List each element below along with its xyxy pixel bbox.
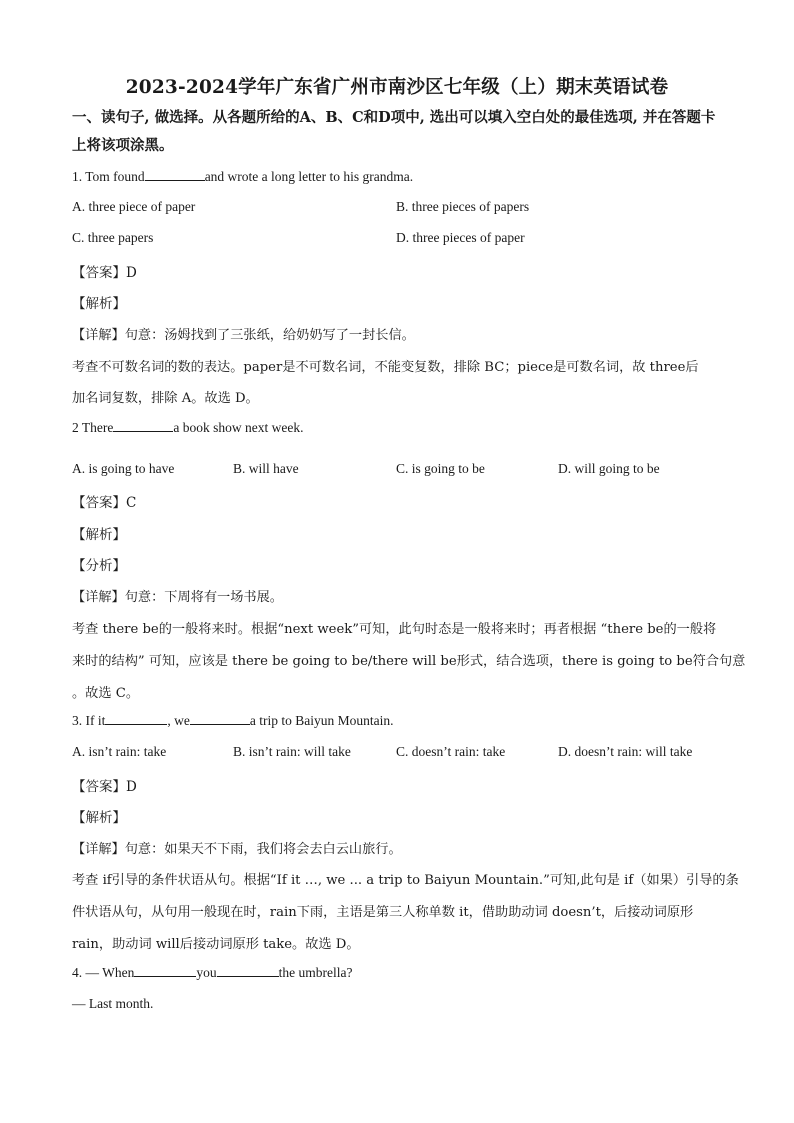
q1-option-a: A. three piece of paper bbox=[72, 199, 196, 214]
q3-detail: 【详解】句意：如果天不下雨，我们将会去白云山旅行。 bbox=[72, 842, 402, 857]
q3-stem-b: , we bbox=[167, 713, 190, 728]
answer-blank bbox=[105, 712, 167, 725]
q3-explain-1: 考查 if引导的条件状语从句。根据“If it …, we ... a trip to Baiyun Mountain.”可知,此句是 if（如果）引导的条 bbox=[72, 873, 739, 888]
q2-option-c: C. is going to be bbox=[396, 461, 485, 476]
question-1-stem bbox=[72, 168, 413, 185]
q1-option-c: C. three papers bbox=[72, 230, 154, 245]
answer-blank bbox=[217, 964, 279, 977]
q3-analysis-label: 【解析】 bbox=[72, 810, 126, 826]
q4-stem-b: you bbox=[196, 965, 217, 980]
q2-explain-1: 考查 there be的一般将来时。根据“next week”可知，此句时态是一般将来时；再者根据 “there be的一般将 bbox=[72, 622, 717, 637]
q4-stem-c: the umbrella? bbox=[278, 965, 353, 980]
answer-blank bbox=[190, 712, 250, 725]
q2-option-b: B. will have bbox=[233, 461, 299, 476]
q1-detail: 【详解】句意：汤姆找到了三张纸，给奶奶写了一封长信。 bbox=[72, 328, 415, 343]
q1-stem-before: 1. Tom found bbox=[72, 169, 145, 184]
q3-stem-a: 3. If it bbox=[72, 713, 106, 728]
q3-answer: 【答案】D bbox=[72, 779, 137, 795]
q1-answer: 【答案】D bbox=[72, 265, 137, 281]
q3-option-a: A. isn’t rain: take bbox=[72, 744, 167, 759]
answer-blank bbox=[134, 964, 196, 977]
q2-explain-3: 。故选 C。 bbox=[72, 686, 140, 701]
q2-option-d: D. will going to be bbox=[558, 461, 660, 476]
question-2-stem bbox=[72, 419, 303, 436]
q2-answer: 【答案】C bbox=[72, 495, 137, 511]
q1-option-b: B. three pieces of papers bbox=[396, 199, 530, 214]
q2-analysis-label: 【解析】 bbox=[72, 527, 126, 543]
q3-explain-2: 件状语从句，从句用一般现在时，rain下雨，主语是第三人称单数 it，借助助动词 doesn’t，后接动词原形 bbox=[72, 905, 694, 920]
answer-blank bbox=[113, 419, 173, 432]
answer-blank bbox=[145, 168, 205, 181]
q1-explain-1: 考查不可数名词的数的表达。paper是不可数名词，不能变复数，排除 BC；piece是可数名词，故 three后 bbox=[72, 360, 699, 375]
section-heading: 一、读句子, 做选择。从各题所给的A、B、C和D项中, 选出可以填入空白处的最佳选项, 并在答题卡上将该项涂黑。 bbox=[72, 109, 716, 154]
q3-explain-3: rain，助动词 will后接动词原形 take。故选 D。 bbox=[72, 937, 360, 952]
q3-option-b: B. isn’t rain: will take bbox=[233, 744, 351, 759]
question-4-stem bbox=[72, 964, 352, 981]
q2-stem-before: 2 There bbox=[72, 420, 114, 435]
q1-explain-2: 加名词复数，排除 A。故选 D。 bbox=[72, 391, 259, 406]
q2-option-a: A. is going to have bbox=[72, 461, 175, 476]
q1-analysis-label: 【解析】 bbox=[72, 296, 126, 312]
q2-stem-after: a book show next week. bbox=[173, 420, 304, 435]
q2-explain-2: 来时的结构” 可知，应该是 there be going to be/there will be形式，结合选项，there is going to be符合句意 bbox=[72, 654, 746, 669]
q3-stem-c: a trip to Baiyun Mountain. bbox=[249, 713, 394, 728]
q2-fenxi-label: 【分析】 bbox=[72, 558, 126, 574]
q4-stem-a: 4. — When bbox=[72, 965, 135, 980]
q2-detail: 【详解】句意：下周将有一场书展。 bbox=[72, 590, 283, 605]
q1-option-d: D. three pieces of paper bbox=[396, 230, 525, 245]
q3-option-d: D. doesn’t rain: will take bbox=[558, 744, 693, 759]
question-3-stem bbox=[72, 712, 393, 729]
q4-reply: — Last month. bbox=[72, 996, 154, 1011]
q1-stem-after: and wrote a long letter to his grandma. bbox=[204, 169, 414, 184]
q3-option-c: C. doesn’t rain: take bbox=[396, 744, 506, 759]
page-title: 2023-2024学年广东省广州市南沙区七年级（上）期末英语试卷 bbox=[125, 77, 669, 98]
